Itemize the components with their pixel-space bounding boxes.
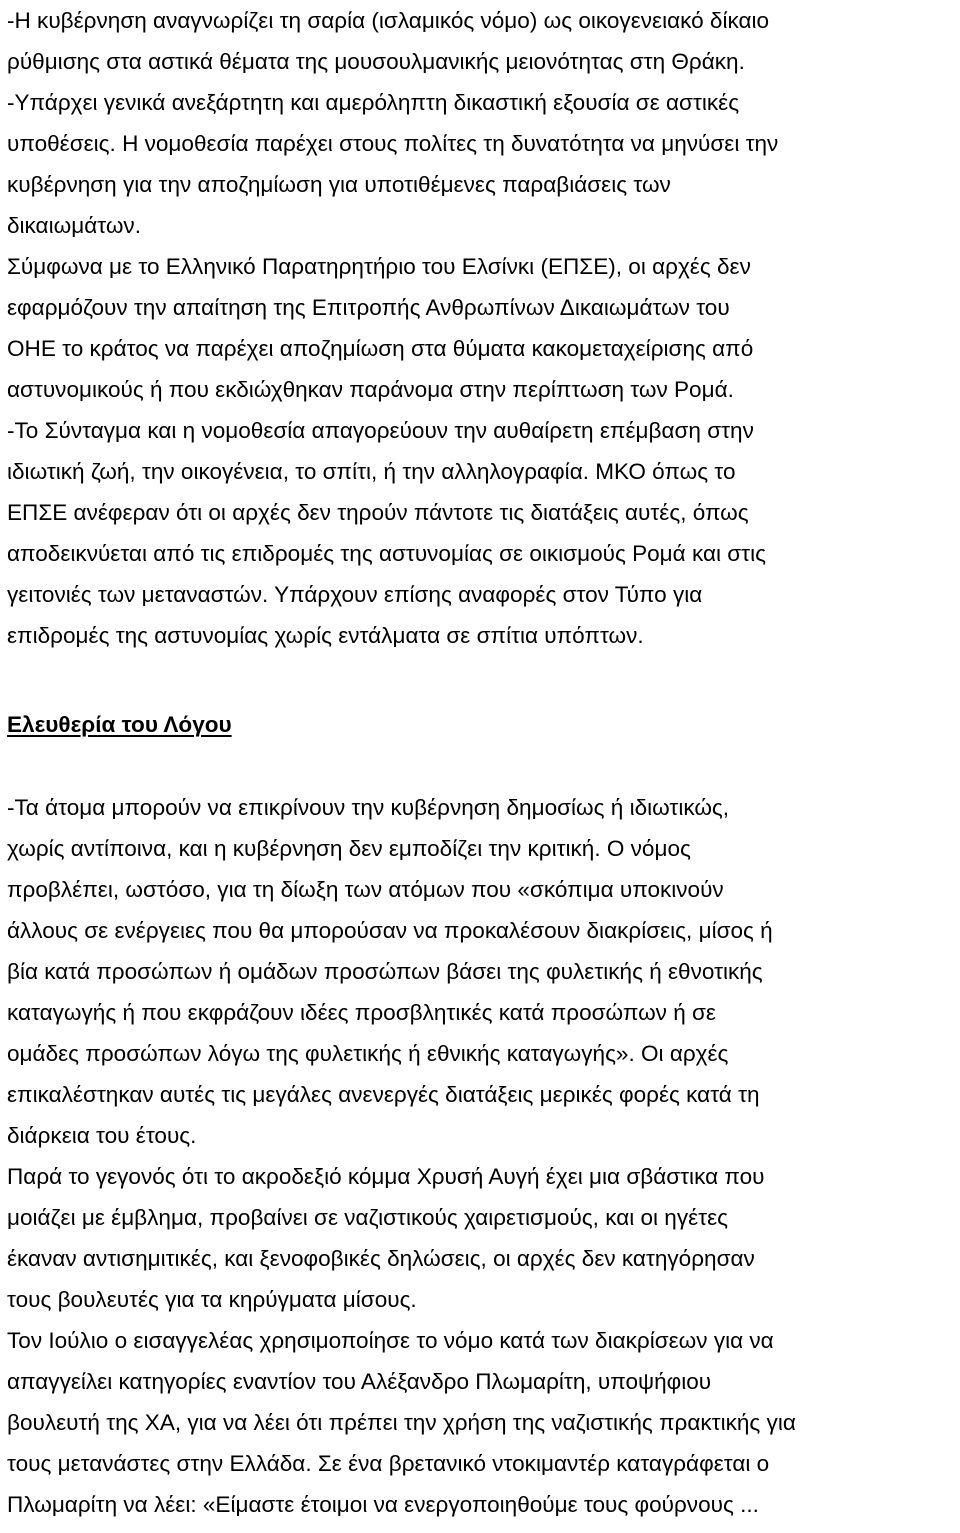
text-line: επιδρομές της αστυνομίας χωρίς εντάλματα σε σπίτια υπόπτων.	[7, 623, 644, 648]
text-line: ΕΠΣΕ ανέφεραν ότι οι αρχές δεν τηρούν πάντοτε τις διατάξεις αυτές, όπως	[7, 500, 749, 525]
text-line: βουλευτή της ΧΑ, για να λέει ότι πρέπει την χρήση της ναζιστικής πρακτικής για	[7, 1410, 796, 1435]
text-line: καταγωγής ή που εκφράζουν ιδέες προσβλητικές κατά προσώπων ή σε	[7, 1000, 716, 1025]
text-line: Τον Ιούλιο ο εισαγγελέας χρησιμοποίησε το νόμο κατά των διακρίσεων για να	[7, 1328, 774, 1353]
text-line: -Το Σύνταγμα και η νομοθεσία απαγορεύουν την αυθαίρετη επέμβαση στην	[7, 418, 754, 443]
text-line: υποθέσεις. Η νομοθεσία παρέχει στους πολίτες τη δυνατότητα να μηνύσει την	[7, 131, 779, 156]
section-freedom-of-speech	[7, 787, 955, 1525]
text-line: κυβέρνηση για την αποζημίωση για υποτιθέμενες παραβιάσεις των	[7, 172, 671, 197]
text-line: άλλους σε ενέργειες που θα μπορούσαν να προκαλέσουν διακρίσεις, μίσος ή	[7, 918, 773, 943]
text-line: -Η κυβέρνηση αναγνωρίζει τη σαρία (ισλαμικός νόμο) ως οικογενειακό δίκαιο	[7, 8, 770, 33]
text-line: βία κατά προσώπων ή ομάδων προσώπων βάσει της φυλετικής ή εθνοτικής	[7, 959, 763, 984]
text-line: Σύμφωνα με το Ελληνικό Παρατηρητήριο του Ελσίνκι (ΕΠΣΕ), οι αρχές δεν	[7, 254, 751, 279]
text-line: εφαρμόζουν την απαίτηση της Επιτροπής Ανθρωπίνων Δικαιωμάτων του	[7, 295, 730, 320]
text-line: ρύθμισης στα αστικά θέματα της μουσουλμανικής μειονότητας στη Θράκη.	[7, 49, 745, 74]
text-line: χωρίς αντίποινα, και η κυβέρνηση δεν εμποδίζει την κριτική. Ο νόμος	[7, 836, 691, 861]
text-line: προβλέπει, ωστόσο, για τη δίωξη των ατόμων που «σκόπιμα υποκινούν	[7, 877, 724, 902]
text-line: Παρά το γεγονός ότι το ακροδεξιό κόμμα Χρυσή Αυγή έχει μια σβάστικα που	[7, 1164, 765, 1189]
text-line: απαγγείλει κατηγορίες εναντίον του Αλέξανδρο Πλωμαρίτη, υποψήφιου	[7, 1369, 712, 1394]
section-family-and-privacy	[7, 0, 955, 656]
text-line: διάρκεια του έτους.	[7, 1123, 197, 1148]
text-line: -Τα άτομα μπορούν να επικρίνουν την κυβέρνηση δημοσίως ή ιδιωτικώς,	[7, 795, 730, 820]
text-line: ΟΗΕ το κράτος να παρέχει αποζημίωση στα θύματα κακομεταχείρισης από	[7, 336, 754, 361]
text-line: μοιάζει με έμβλημα, προβαίνει σε ναζιστικούς χαιρετισμούς, και οι ηγέτες	[7, 1205, 728, 1230]
text-line: -Υπάρχει γενικά ανεξάρτητη και αμερόληπτη δικαστική εξουσία σε αστικές	[7, 90, 740, 115]
section-heading: Ελευθερία του Λόγου	[7, 712, 232, 737]
text-line: ομάδες προσώπων λόγω της φυλετικής ή εθνικής καταγωγής». Οι αρχές	[7, 1041, 729, 1066]
text-line: ιδιωτική ζωή, την οικογένεια, το σπίτι, ή την αλληλογραφία. ΜΚΟ όπως το	[7, 459, 736, 484]
text-line: επικαλέστηκαν αυτές τις μεγάλες ανενεργές διατάξεις μερικές φορές κατά τη	[7, 1082, 760, 1107]
text-line: αστυνομικούς ή που εκδιώχθηκαν παράνομα στην περίπτωση των Ρομά.	[7, 377, 734, 402]
text-line: τους μετανάστες στην Ελλάδα. Σε ένα βρετανικό ντοκιμαντέρ καταγράφεται ο	[7, 1451, 770, 1476]
text-line: γειτονιές των μεταναστών. Υπάρχουν επίσης αναφορές στον Τύπο για	[7, 582, 703, 607]
text-line: δικαιωμάτων.	[7, 213, 141, 238]
text-line: αποδεικνύεται από τις επιδρομές της αστυνομίας σε οικισμούς Ρομά και στις	[7, 541, 766, 566]
text-line: έκαναν αντισημιτικές, και ξενοφοβικές δηλώσεις, οι αρχές δεν κατηγόρησαν	[7, 1246, 755, 1271]
text-line: Πλωμαρίτη να λέει: «Είμαστε έτοιμοι να ενεργοποιηθούμε τους φούρνους ...	[7, 1492, 759, 1517]
text-line: τους βουλευτές για τα κηρύγματα μίσους.	[7, 1287, 417, 1312]
